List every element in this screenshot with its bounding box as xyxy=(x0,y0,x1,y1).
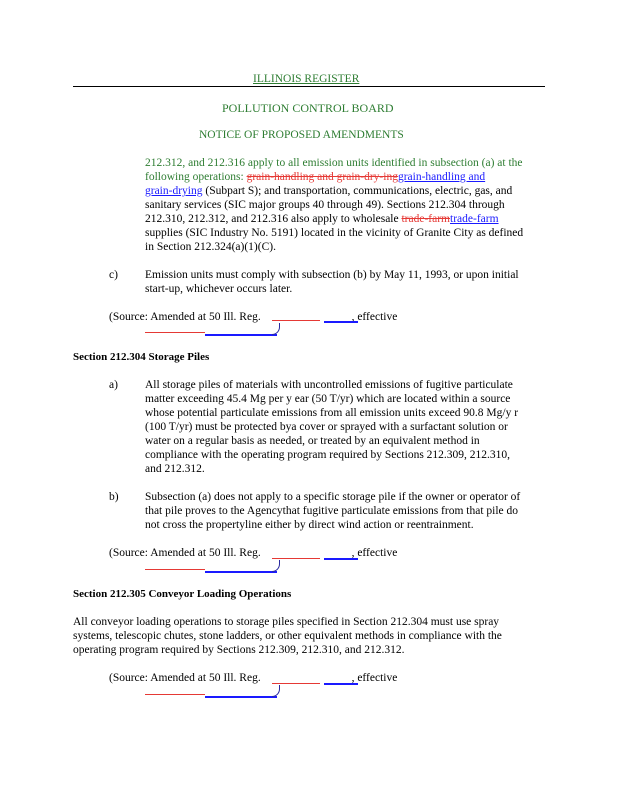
section-212-304-heading: Section 212.304 Storage Piles xyxy=(73,351,210,363)
deleted-blank xyxy=(272,320,320,321)
para1-l4: sanitary services (SIC major groups 40 through 49). Sections 212.304 through xyxy=(145,199,505,211)
section-305-line: operating program required by Sections 212.309, 212.310, and 212.312. xyxy=(73,644,405,656)
header-rule xyxy=(73,86,545,87)
inserted-text: trade-farm xyxy=(450,213,499,225)
source-close-bracket xyxy=(272,685,280,697)
source-effective: , effective xyxy=(351,547,398,559)
item-c-line: Emission units must comply with subsection (b) by May 11, 1993, or upon initial xyxy=(145,269,519,281)
source-close-bracket xyxy=(272,560,280,572)
item-b-line: that pile proves to the Agencythat fugitive particulate emissions from that pile do xyxy=(145,505,519,517)
deleted-blank xyxy=(145,694,205,695)
item-b-text xyxy=(145,490,545,532)
section-305-line: All conveyor loading operations to storage piles specified in Section 212.304 must use spray xyxy=(73,616,500,628)
source-text: (Source: Amended at 50 Ill. Reg. xyxy=(109,547,264,559)
inserted-blank xyxy=(324,321,358,323)
para1-l2-pre: following operations: xyxy=(145,171,247,183)
deleted-text: grain-handling and grain-dry-ing xyxy=(246,171,398,183)
inserted-text: grain-handling and xyxy=(397,171,486,183)
source-text: (Source: Amended at 50 Ill. Reg. xyxy=(109,311,264,323)
source-effective: , effective xyxy=(351,311,398,323)
source-close-bracket xyxy=(272,323,280,335)
item-a-line: whose potential particulate emissions from all emission units exceed 90.8 Mg/y r xyxy=(145,407,519,419)
inserted-blank xyxy=(205,334,277,336)
register-title: ILLINOIS REGISTER xyxy=(253,73,360,85)
para1-l7: in Section 212.324(a)(1)(C). xyxy=(145,241,276,253)
deleted-blank xyxy=(145,569,205,570)
inserted-blank xyxy=(324,558,358,560)
item-b-line: Subsection (a) does not apply to a specific storage pile if the owner or operator of xyxy=(145,491,521,503)
deleted-blank xyxy=(272,683,320,684)
item-a-line: compliance with the operating program required by Sections 212.309, 212.310, xyxy=(145,449,511,461)
inserted-blank xyxy=(205,571,277,573)
source-text: (Source: Amended at 50 Ill. Reg. xyxy=(109,672,264,684)
item-a-line: and 212.312. xyxy=(145,463,205,475)
source-effective: , effective xyxy=(351,672,398,684)
item-a-line: (100 T/yr) must be protected bya cover or sprayed with a surfactant solution or xyxy=(145,421,508,433)
inserted-blank xyxy=(205,696,277,698)
item-a-label: a) xyxy=(109,379,118,391)
deleted-blank xyxy=(272,558,320,559)
paragraph-applicability xyxy=(145,156,545,254)
item-c-line: start-up, whichever occurs later. xyxy=(145,283,293,295)
item-b-line: not cross the propertyline either by direct wind action or reentrainment. xyxy=(145,519,474,531)
para1-l3-post: (Subpart S); and transportation, communications, electric, gas, and xyxy=(202,185,513,197)
item-a-line: All storage piles of materials with uncontrolled emissions of fugitive particulate xyxy=(145,379,513,391)
para1-a1: 212.312, and 212.316 xyxy=(145,157,248,169)
item-a-line: water on a regular basis as needed, or treated by an equivalent method in xyxy=(145,435,480,447)
section-212-305-heading: Section 212.305 Conveyor Loading Operations xyxy=(73,588,292,600)
section-305-line: systems, telescopic chutes, stone ladders, or other equivalent methods in compliance with the xyxy=(73,630,502,642)
item-c-label: c) xyxy=(109,269,118,281)
inserted-text: grain-drying xyxy=(145,185,203,197)
notice-title: NOTICE OF PROPOSED AMENDMENTS xyxy=(199,129,404,141)
item-a-text xyxy=(145,378,545,476)
item-a-line: matter exceeding 45.4 Mg per y ear (50 T/yr) which are located within a source xyxy=(145,393,511,405)
deleted-blank xyxy=(145,332,205,333)
item-b-label: b) xyxy=(109,491,119,503)
para1-l5-pre: 212.310, 212.312, and 212.316 also apply to wholesale xyxy=(145,213,402,225)
deleted-text: trade-farm xyxy=(401,213,451,225)
inserted-blank xyxy=(324,683,358,685)
board-title: POLLUTION CONTROL BOARD xyxy=(222,101,394,115)
item-c-text xyxy=(145,268,545,296)
para1-a2: apply to all emission units identified in subsection (a) at the xyxy=(247,157,523,169)
section-212-305-text xyxy=(73,615,553,657)
para1-l6: supplies (SIC Industry No. 5191) located in the vicinity of Granite City as defined xyxy=(145,227,524,239)
